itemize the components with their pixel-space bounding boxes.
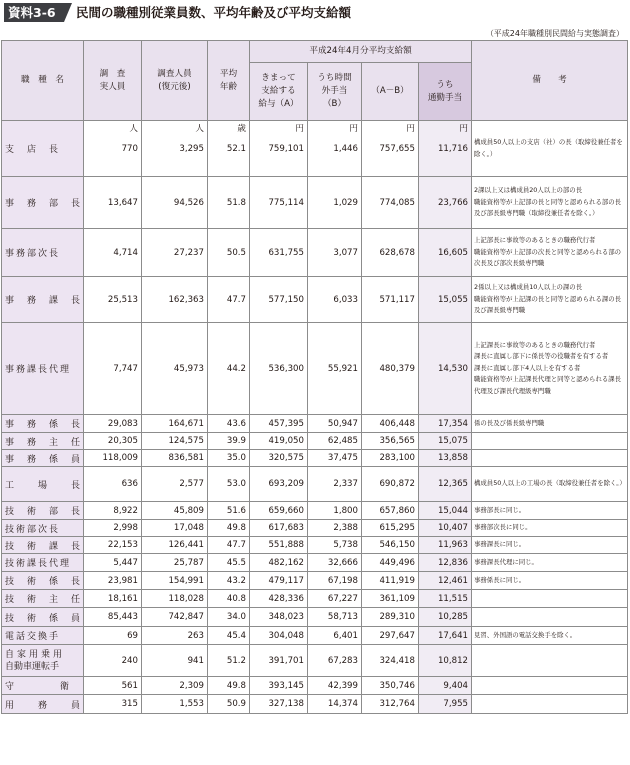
cell-ab: 406,448 bbox=[362, 415, 419, 433]
cell-value: 759,101 bbox=[268, 144, 304, 154]
col-group-header: 平成24年4月分平均支給額 bbox=[250, 41, 472, 63]
cell-jikangai: 62,485 bbox=[308, 433, 362, 450]
cell-tsukin: 10,407 bbox=[419, 520, 472, 537]
document-badge: 資料3-6 bbox=[4, 3, 64, 22]
cell-jikangai: 2,388 bbox=[308, 520, 362, 537]
cell-value: 1,446 bbox=[333, 144, 358, 154]
cell-tsukin: 23,766 bbox=[419, 177, 472, 229]
cell-bikou: 事務部長に同じ。 bbox=[472, 502, 628, 520]
cell-fukugen: 118,028 bbox=[142, 590, 208, 608]
cell-ab bbox=[362, 121, 419, 177]
cell-bikou: 事務部次長に同じ。 bbox=[472, 520, 628, 537]
cell-chousa: 2,998 bbox=[84, 520, 142, 537]
table-row bbox=[2, 467, 628, 502]
cell-nenrei: 39.9 bbox=[208, 433, 250, 450]
cell-shokushu: 事 務 係 員 bbox=[2, 450, 84, 467]
cell-tsukin: 14,530 bbox=[419, 323, 472, 415]
cell-fukugen: 836,581 bbox=[142, 450, 208, 467]
cell-tsukin bbox=[419, 121, 472, 177]
cell-chousa: 5,447 bbox=[84, 554, 142, 572]
cell-kimatte: 577,150 bbox=[250, 277, 308, 323]
cell-fukugen: 941 bbox=[142, 645, 208, 677]
cell-fukugen: 124,575 bbox=[142, 433, 208, 450]
cell-chousa: 69 bbox=[84, 627, 142, 645]
cell-jikangai: 67,227 bbox=[308, 590, 362, 608]
cell-chousa: 13,647 bbox=[84, 177, 142, 229]
cell-jikangai: 67,198 bbox=[308, 572, 362, 590]
cell-jikangai: 14,374 bbox=[308, 695, 362, 714]
cell-tsukin: 12,461 bbox=[419, 572, 472, 590]
table-row bbox=[2, 695, 628, 714]
table-row bbox=[2, 608, 628, 627]
cell-jikangai: 6,033 bbox=[308, 277, 362, 323]
cell-ab: 411,919 bbox=[362, 572, 419, 590]
cell-bikou: 構成員50人以上の工場の長（取締役兼任者を除く。） bbox=[472, 467, 628, 502]
cell-bikou: 上記部長に事故等のあるときの職務代行者 職能資格等が上記部の次長と同等と認められる部の次長及び部次長級専門職 bbox=[472, 229, 628, 277]
cell-fukugen: 17,048 bbox=[142, 520, 208, 537]
table-row bbox=[2, 537, 628, 554]
cell-fukugen: 263 bbox=[142, 627, 208, 645]
cell-nenrei: 44.2 bbox=[208, 323, 250, 415]
cell-nenrei: 47.7 bbox=[208, 277, 250, 323]
cell-nenrei: 53.0 bbox=[208, 467, 250, 502]
cell-shokushu: 技術課長代理 bbox=[2, 554, 84, 572]
cell-tsukin: 10,812 bbox=[419, 645, 472, 677]
cell-ab: 350,746 bbox=[362, 677, 419, 695]
cell-nenrei: 50.9 bbox=[208, 695, 250, 714]
col-header-ab: （A－B） bbox=[362, 63, 419, 121]
cell-chousa: 23,981 bbox=[84, 572, 142, 590]
cell-bikou: 係の長及び係長級専門職 bbox=[472, 415, 628, 433]
cell-jikangai: 58,713 bbox=[308, 608, 362, 627]
cell-ab: 324,418 bbox=[362, 645, 419, 677]
shokushu-line: 自動車運転手 bbox=[5, 661, 60, 672]
cell-fukugen: 1,553 bbox=[142, 695, 208, 714]
data-table bbox=[1, 40, 628, 714]
cell-bikou: 2係以上又は構成員10人以上の課の長 職能資格等が上記課の長と同等と認められる課の長及び課長級専門職 bbox=[472, 277, 628, 323]
col-header-fukugen: 調査人員 (復元後) bbox=[142, 41, 208, 121]
cell-ab: 774,085 bbox=[362, 177, 419, 229]
cell-ab: 297,647 bbox=[362, 627, 419, 645]
cell-nenrei: 51.2 bbox=[208, 645, 250, 677]
cell-jikangai: 1,029 bbox=[308, 177, 362, 229]
cell-chousa: 7,747 bbox=[84, 323, 142, 415]
cell-shokushu: 技術部次長 bbox=[2, 520, 84, 537]
cell-ab: 449,496 bbox=[362, 554, 419, 572]
cell-kimatte: 320,575 bbox=[250, 450, 308, 467]
cell-kimatte: 775,114 bbox=[250, 177, 308, 229]
cell-shokushu: 事 務 係 長 bbox=[2, 415, 84, 433]
cell-bikou: 事務係長に同じ。 bbox=[472, 572, 628, 590]
cell-kimatte: 419,050 bbox=[250, 433, 308, 450]
cell-kimatte: 457,395 bbox=[250, 415, 308, 433]
cell-jikangai: 6,401 bbox=[308, 627, 362, 645]
cell-tsukin: 7,955 bbox=[419, 695, 472, 714]
cell-kimatte: 482,162 bbox=[250, 554, 308, 572]
cell-chousa: 22,153 bbox=[84, 537, 142, 554]
cell-shokushu: 技 術 課 長 bbox=[2, 537, 84, 554]
cell-chousa: 636 bbox=[84, 467, 142, 502]
cell-nenrei: 47.7 bbox=[208, 537, 250, 554]
cell-chousa: 85,443 bbox=[84, 608, 142, 627]
cell-ab: 571,117 bbox=[362, 277, 419, 323]
cell-bikou bbox=[472, 590, 628, 608]
source-note: （平成24年職種別民間給与実態調査） bbox=[485, 29, 624, 38]
cell-chousa: 29,083 bbox=[84, 415, 142, 433]
cell-tsukin: 13,858 bbox=[419, 450, 472, 467]
table-row bbox=[2, 177, 628, 229]
cell-fukugen: 162,363 bbox=[142, 277, 208, 323]
cell-kimatte: 551,888 bbox=[250, 537, 308, 554]
table-row bbox=[2, 520, 628, 537]
cell-nenrei: 49.8 bbox=[208, 677, 250, 695]
cell-value: 3,295 bbox=[179, 144, 204, 154]
cell-kimatte: 428,336 bbox=[250, 590, 308, 608]
unit-label: 円 bbox=[406, 124, 415, 134]
cell-ab: 312,764 bbox=[362, 695, 419, 714]
col-header-kimatte: きまって 支給する 給与（A） bbox=[250, 63, 308, 121]
cell-ab: 361,109 bbox=[362, 590, 419, 608]
cell-nenrei: 40.8 bbox=[208, 590, 250, 608]
cell-nenrei: 51.8 bbox=[208, 177, 250, 229]
cell-kimatte: 327,138 bbox=[250, 695, 308, 714]
cell-bikou: 見習、外国語の電話交換手を除く。 bbox=[472, 627, 628, 645]
unit-label: 円 bbox=[459, 124, 469, 134]
cell-fukugen bbox=[142, 121, 208, 177]
cell-ab: 356,565 bbox=[362, 433, 419, 450]
cell-shokushu: 事 務 主 任 bbox=[2, 433, 84, 450]
table-row bbox=[2, 572, 628, 590]
cell-jikangai: 55,921 bbox=[308, 323, 362, 415]
cell-tsukin: 12,365 bbox=[419, 467, 472, 502]
cell-tsukin: 9,404 bbox=[419, 677, 472, 695]
table-row bbox=[2, 323, 628, 415]
cell-fukugen: 2,309 bbox=[142, 677, 208, 695]
table-row bbox=[2, 502, 628, 520]
table-row bbox=[2, 627, 628, 645]
cell-nenrei: 34.0 bbox=[208, 608, 250, 627]
cell-bikou bbox=[472, 677, 628, 695]
cell-value: 770 bbox=[121, 144, 138, 154]
cell-fukugen: 27,237 bbox=[142, 229, 208, 277]
cell-jikangai: 1,800 bbox=[308, 502, 362, 520]
cell-shokushu: 技 術 主 任 bbox=[2, 590, 84, 608]
cell-bikou: 事務課長代理に同じ。 bbox=[472, 554, 628, 572]
cell-shokushu: 支 店 長 bbox=[2, 121, 84, 177]
cell-ab: 657,860 bbox=[362, 502, 419, 520]
document-title: 民間の職種別従業員数、平均年齢及び平均支給額 bbox=[76, 5, 352, 20]
cell-tsukin: 15,044 bbox=[419, 502, 472, 520]
cell-jikangai: 2,337 bbox=[308, 467, 362, 502]
cell-tsukin: 16,605 bbox=[419, 229, 472, 277]
cell-nenrei: 43.6 bbox=[208, 415, 250, 433]
col-header-bikou: 備 考 bbox=[472, 41, 628, 121]
table-row bbox=[2, 450, 628, 467]
cell-kimatte: 479,117 bbox=[250, 572, 308, 590]
col-header-chousa: 調 査 実人員 bbox=[84, 41, 142, 121]
unit-label: 人 bbox=[195, 124, 204, 134]
cell-nenrei: 50.5 bbox=[208, 229, 250, 277]
cell-jikangai: 5,738 bbox=[308, 537, 362, 554]
cell-value: 11,716 bbox=[437, 144, 469, 154]
cell-kimatte: 304,048 bbox=[250, 627, 308, 645]
cell-bikou: 構成員50人以上の支店（社）の長（取締役兼任者を除く。） bbox=[472, 121, 628, 177]
table-row bbox=[2, 415, 628, 433]
cell-kimatte: 391,701 bbox=[250, 645, 308, 677]
cell-chousa: 25,513 bbox=[84, 277, 142, 323]
cell-bikou: 事務課長に同じ。 bbox=[472, 537, 628, 554]
cell-tsukin: 17,354 bbox=[419, 415, 472, 433]
cell-tsukin: 15,075 bbox=[419, 433, 472, 450]
cell-jikangai bbox=[308, 121, 362, 177]
unit-label: 歳 bbox=[237, 124, 246, 134]
cell-shokushu: 守 衛 bbox=[2, 677, 84, 695]
cell-jikangai: 67,283 bbox=[308, 645, 362, 677]
cell-shokushu: 事 務 部 長 bbox=[2, 177, 84, 229]
cell-shokushu bbox=[2, 645, 84, 677]
cell-value: 757,655 bbox=[379, 144, 415, 154]
table-row bbox=[2, 645, 628, 677]
cell-fukugen: 154,991 bbox=[142, 572, 208, 590]
cell-chousa: 315 bbox=[84, 695, 142, 714]
cell-jikangai: 50,947 bbox=[308, 415, 362, 433]
cell-jikangai: 3,077 bbox=[308, 229, 362, 277]
cell-ab: 615,295 bbox=[362, 520, 419, 537]
cell-kimatte: 631,755 bbox=[250, 229, 308, 277]
cell-chousa: 240 bbox=[84, 645, 142, 677]
cell-ab: 289,310 bbox=[362, 608, 419, 627]
cell-bikou bbox=[472, 608, 628, 627]
cell-fukugen: 126,441 bbox=[142, 537, 208, 554]
cell-jikangai: 37,475 bbox=[308, 450, 362, 467]
cell-nenrei: 49.8 bbox=[208, 520, 250, 537]
cell-tsukin: 11,963 bbox=[419, 537, 472, 554]
table-row bbox=[2, 229, 628, 277]
cell-kimatte: 348,023 bbox=[250, 608, 308, 627]
cell-shokushu: 事 務 課 長 bbox=[2, 277, 84, 323]
cell-nenrei: 45.5 bbox=[208, 554, 250, 572]
cell-tsukin: 10,285 bbox=[419, 608, 472, 627]
cell-bikou bbox=[472, 433, 628, 450]
unit-label: 円 bbox=[349, 124, 358, 134]
cell-ab: 546,150 bbox=[362, 537, 419, 554]
cell-nenrei: 35.0 bbox=[208, 450, 250, 467]
cell-bikou: 上記課長に事故等のあるときの職務代行者 課長に直属し部下に係長等の役職者を有する者 課長に直属し部下4人以上を有する者 職能資格等が上記課長代理と同等と認められる課長代理及び課長代理級専門職 bbox=[472, 323, 628, 415]
unit-label: 円 bbox=[295, 124, 304, 134]
cell-shokushu: 技 術 係 長 bbox=[2, 572, 84, 590]
cell-kimatte: 659,660 bbox=[250, 502, 308, 520]
cell-tsukin: 15,055 bbox=[419, 277, 472, 323]
col-header-nenrei: 平均 年齢 bbox=[208, 41, 250, 121]
cell-chousa: 561 bbox=[84, 677, 142, 695]
cell-kimatte: 693,209 bbox=[250, 467, 308, 502]
badge-tail-shape bbox=[64, 3, 72, 22]
cell-fukugen: 164,671 bbox=[142, 415, 208, 433]
cell-value: 52.1 bbox=[226, 144, 246, 154]
cell-jikangai: 42,399 bbox=[308, 677, 362, 695]
cell-shokushu: 電話交換手 bbox=[2, 627, 84, 645]
unit-label: 人 bbox=[129, 124, 138, 134]
cell-fukugen: 45,809 bbox=[142, 502, 208, 520]
table-row bbox=[2, 121, 628, 177]
table-row bbox=[2, 277, 628, 323]
cell-shokushu: 事務課長代理 bbox=[2, 323, 84, 415]
col-header-shokushu: 職 種 名 bbox=[2, 41, 84, 121]
table-row bbox=[2, 677, 628, 695]
cell-bikou bbox=[472, 695, 628, 714]
cell-shokushu: 用 務 員 bbox=[2, 695, 84, 714]
cell-kimatte: 617,683 bbox=[250, 520, 308, 537]
table-row bbox=[2, 433, 628, 450]
cell-shokushu: 技 術 部 長 bbox=[2, 502, 84, 520]
header bbox=[0, 0, 630, 26]
cell-ab: 628,678 bbox=[362, 229, 419, 277]
cell-ab: 480,379 bbox=[362, 323, 419, 415]
cell-nenrei: 43.2 bbox=[208, 572, 250, 590]
cell-chousa: 18,161 bbox=[84, 590, 142, 608]
cell-fukugen: 94,526 bbox=[142, 177, 208, 229]
cell-chousa: 118,009 bbox=[84, 450, 142, 467]
cell-fukugen: 25,787 bbox=[142, 554, 208, 572]
cell-bikou bbox=[472, 450, 628, 467]
table-row bbox=[2, 590, 628, 608]
col-header-jikangai: うち時間 外手当 （B） bbox=[308, 63, 362, 121]
cell-ab: 690,872 bbox=[362, 467, 419, 502]
cell-ab: 283,100 bbox=[362, 450, 419, 467]
cell-tsukin: 11,515 bbox=[419, 590, 472, 608]
shokushu-line: 自家用乗用 bbox=[5, 649, 66, 660]
cell-fukugen: 742,847 bbox=[142, 608, 208, 627]
cell-fukugen: 45,973 bbox=[142, 323, 208, 415]
cell-nenrei bbox=[208, 121, 250, 177]
col-header-tsukin: うち 通勤手当 bbox=[419, 63, 472, 121]
cell-bikou: 2課以上又は構成員20人以上の部の長 職能資格等が上記部の長と同等と認められる部の長及び部長級専門職（取締役兼任者を除く。） bbox=[472, 177, 628, 229]
cell-bikou bbox=[472, 645, 628, 677]
cell-kimatte: 393,145 bbox=[250, 677, 308, 695]
table-row bbox=[2, 554, 628, 572]
table-body bbox=[2, 121, 628, 714]
cell-nenrei: 51.6 bbox=[208, 502, 250, 520]
cell-tsukin: 12,836 bbox=[419, 554, 472, 572]
cell-chousa bbox=[84, 121, 142, 177]
cell-jikangai: 32,666 bbox=[308, 554, 362, 572]
cell-shokushu: 技 術 係 員 bbox=[2, 608, 84, 627]
cell-shokushu: 工 場 長 bbox=[2, 467, 84, 502]
cell-kimatte: 536,300 bbox=[250, 323, 308, 415]
cell-chousa: 20,305 bbox=[84, 433, 142, 450]
cell-kimatte bbox=[250, 121, 308, 177]
cell-tsukin: 17,641 bbox=[419, 627, 472, 645]
cell-chousa: 4,714 bbox=[84, 229, 142, 277]
cell-fukugen: 2,577 bbox=[142, 467, 208, 502]
cell-chousa: 8,922 bbox=[84, 502, 142, 520]
cell-shokushu: 事務部次長 bbox=[2, 229, 84, 277]
cell-nenrei: 45.4 bbox=[208, 627, 250, 645]
